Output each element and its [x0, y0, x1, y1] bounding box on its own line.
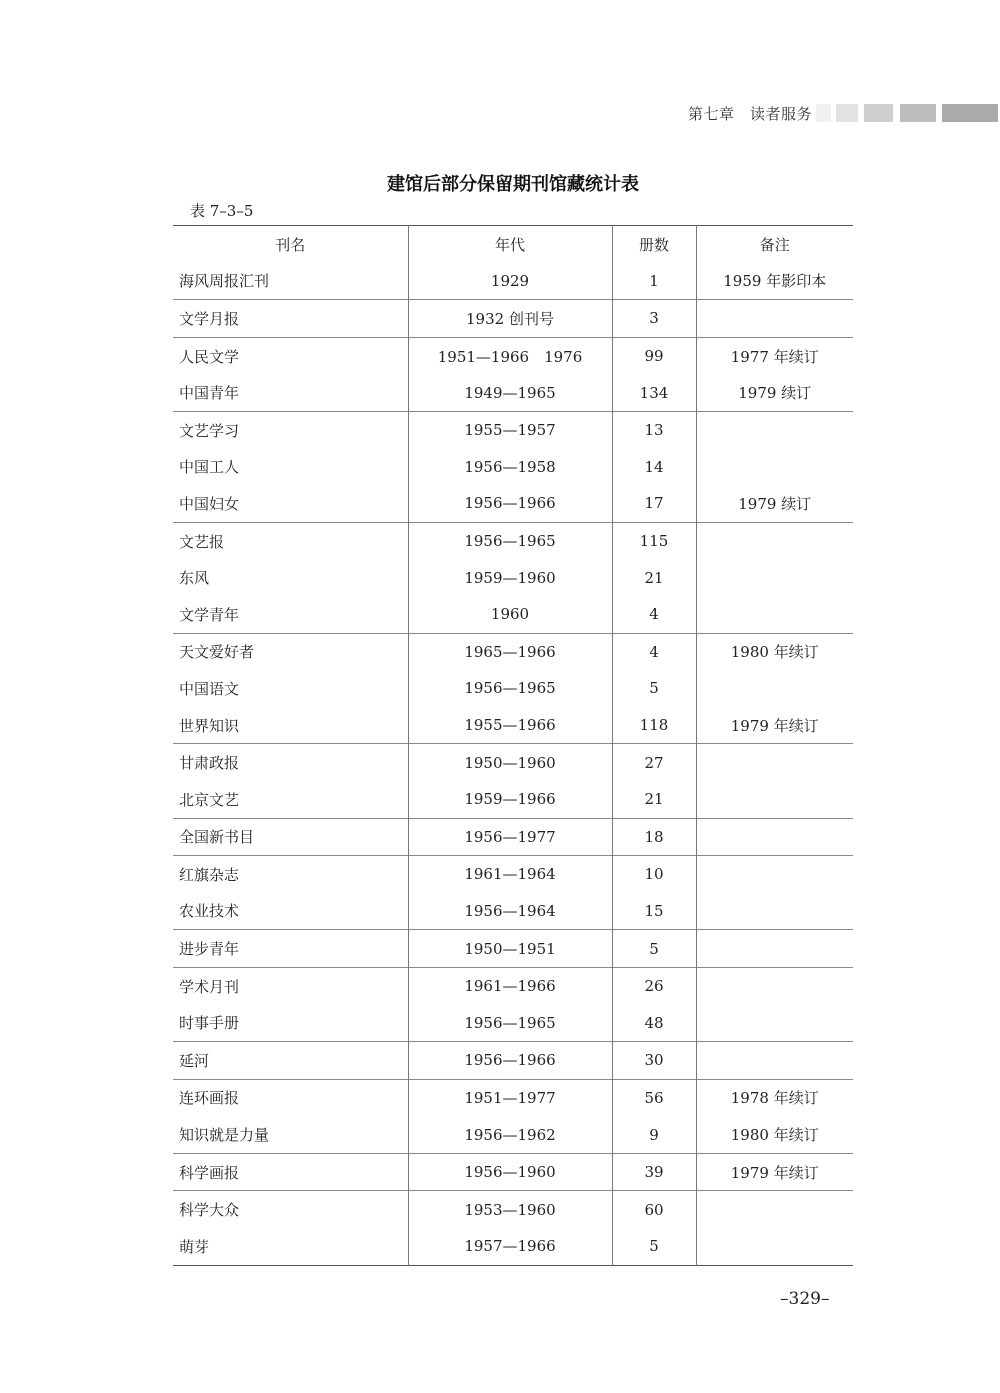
column-header-title: 刊名: [275, 235, 306, 254]
periodical-title-cell: 延河: [173, 1042, 408, 1080]
years-cell: 1960: [408, 596, 612, 633]
table-row: [173, 449, 853, 486]
note-cell: [696, 1191, 853, 1228]
periodical-title-cell: 萌芽: [179, 1237, 210, 1256]
years-cell: 1953—1960: [408, 1191, 612, 1228]
volume-count-cell: 26: [612, 967, 696, 1004]
table-row: [173, 300, 853, 338]
table-header-row: [173, 226, 853, 263]
note-cell: [696, 411, 853, 448]
years-cell: 1965—1966: [408, 633, 612, 670]
periodical-title-cell: 文艺报: [173, 522, 408, 559]
table-row: [173, 522, 853, 559]
volume-count-cell: 18: [612, 818, 696, 856]
periodical-title-cell: 中国妇女: [179, 494, 240, 513]
table-row: [173, 559, 853, 596]
volume-count-cell: 134: [612, 374, 696, 411]
years-cell: 1932 创刊号: [408, 300, 612, 338]
note-cell: [696, 522, 853, 559]
periodical-title-cell: 中国青年: [179, 384, 240, 403]
volume-count-cell: 15: [612, 893, 696, 930]
periodical-title-cell: 海风周报汇刊: [179, 272, 270, 291]
table-row: [173, 856, 853, 893]
note-cell: [696, 893, 853, 930]
periodical-title-cell: 连环画报: [173, 1079, 408, 1116]
years-cell: 1955—1957: [408, 411, 612, 448]
table-row: [173, 893, 853, 930]
note-cell: 1980 年续订: [696, 633, 853, 670]
table-number: 表 7–3–5: [190, 202, 254, 220]
note-cell: [696, 930, 853, 968]
periodical-title-cell: 中国工人: [179, 458, 240, 477]
years-cell: 1959—1960: [408, 559, 612, 596]
column-header-years: 年代: [408, 226, 612, 263]
table-row: [173, 337, 853, 374]
years-cell: 1956—1966: [408, 485, 612, 522]
header-bar: [942, 104, 998, 122]
table-row: [173, 1079, 853, 1116]
periodical-title-cell: 世界知识: [179, 716, 240, 735]
table-row: [173, 1228, 853, 1265]
note-cell: [696, 1004, 853, 1041]
table-row: [173, 1153, 853, 1191]
table-row: [173, 596, 853, 633]
periodical-title-cell: 学术月刊: [173, 967, 408, 1004]
table-row: [173, 1191, 853, 1228]
column-header-volumes: 册数: [612, 226, 696, 263]
years-cell: 1956—1965: [408, 670, 612, 707]
periodical-title-cell: 文学月报: [173, 300, 408, 338]
years-cell: 1956—1966: [408, 1042, 612, 1080]
volume-count-cell: 21: [612, 781, 696, 818]
years-cell: 1956—1965: [408, 522, 612, 559]
years-cell: 1955—1966: [408, 707, 612, 744]
column-header-notes: 备注: [696, 226, 853, 263]
periodical-title-cell: 中国语文: [179, 679, 240, 698]
header-bar: [816, 104, 831, 122]
volume-count-cell: 13: [612, 411, 696, 448]
table-row: [173, 263, 853, 300]
periodical-holdings-table: [173, 225, 853, 1266]
header-bar: [864, 104, 893, 122]
note-cell: [696, 1042, 853, 1080]
table-row: [173, 411, 853, 448]
page-number: –329–: [780, 1289, 830, 1309]
volume-count-cell: 115: [612, 522, 696, 559]
note-cell: 1980 年续订: [696, 1116, 853, 1153]
years-cell: 1961—1964: [408, 856, 612, 893]
volume-count-cell: 39: [612, 1153, 696, 1191]
volume-count-cell: 3: [612, 300, 696, 338]
table-row: [173, 633, 853, 670]
note-cell: [696, 670, 853, 707]
volume-count-cell: 27: [612, 744, 696, 781]
note-cell: [696, 967, 853, 1004]
volume-count-cell: 1: [612, 263, 696, 300]
periodical-title-cell: 农业技术: [179, 902, 240, 921]
table-row: [173, 670, 853, 707]
volume-count-cell: 5: [612, 1228, 696, 1265]
periodical-title-cell: 东风: [179, 569, 210, 588]
volume-count-cell: 30: [612, 1042, 696, 1080]
volume-count-cell: 48: [612, 1004, 696, 1041]
years-cell: 1959—1966: [408, 781, 612, 818]
note-cell: 1959 年影印本: [696, 263, 853, 300]
volume-count-cell: 9: [612, 1116, 696, 1153]
volume-count-cell: 118: [612, 707, 696, 744]
note-cell: [696, 1228, 853, 1265]
periodical-title-cell: 文艺学习: [173, 411, 408, 448]
volume-count-cell: 10: [612, 856, 696, 893]
note-cell: [696, 449, 853, 486]
years-cell: 1956—1960: [408, 1153, 612, 1191]
years-cell: 1950—1951: [408, 930, 612, 968]
note-cell: 1979 续订: [696, 374, 853, 411]
periodical-title-cell: 全国新书目: [173, 818, 408, 856]
years-cell: 1951—1966 1976: [408, 337, 612, 374]
note-cell: [696, 300, 853, 338]
note-cell: [696, 818, 853, 856]
volume-count-cell: 4: [612, 633, 696, 670]
periodical-title-cell: 文学青年: [179, 605, 240, 624]
table-row: [173, 1042, 853, 1080]
header-bar: [900, 104, 936, 122]
table-row: [173, 967, 853, 1004]
volume-count-cell: 17: [612, 485, 696, 522]
volume-count-cell: 14: [612, 449, 696, 486]
note-cell: 1979 续订: [696, 485, 853, 522]
note-cell: [696, 596, 853, 633]
header-bar: [836, 104, 858, 122]
periodical-title-cell: 科学画报: [173, 1153, 408, 1191]
table-row: [173, 1004, 853, 1041]
table-row: [173, 781, 853, 818]
years-cell: 1956—1964: [408, 893, 612, 930]
volume-count-cell: 5: [612, 670, 696, 707]
years-cell: 1957—1966: [408, 1228, 612, 1265]
note-cell: 1977 年续订: [696, 337, 853, 374]
years-cell: 1956—1977: [408, 818, 612, 856]
periodical-title-cell: 知识就是力量: [179, 1126, 270, 1145]
years-cell: 1961—1966: [408, 967, 612, 1004]
note-cell: [696, 781, 853, 818]
volume-count-cell: 56: [612, 1079, 696, 1116]
table-row: [173, 744, 853, 781]
periodical-title-cell: 红旗杂志: [173, 856, 408, 893]
table-row: [173, 485, 853, 522]
years-cell: 1956—1962: [408, 1116, 612, 1153]
note-cell: [696, 744, 853, 781]
periodical-title-cell: 天文爱好者: [173, 633, 408, 670]
years-cell: 1951—1977: [408, 1079, 612, 1116]
periodical-title-cell: 北京文艺: [179, 790, 240, 809]
volume-count-cell: 99: [612, 337, 696, 374]
chapter-header: 第七章 读者服务: [688, 105, 813, 123]
volume-count-cell: 5: [612, 930, 696, 968]
periodical-title-cell: 时事手册: [179, 1014, 240, 1033]
years-cell: 1929: [408, 263, 612, 300]
volume-count-cell: 21: [612, 559, 696, 596]
periodical-title-cell: 科学大众: [173, 1191, 408, 1228]
table-row: [173, 707, 853, 744]
table-row: [173, 930, 853, 968]
periodical-title-cell: 甘肃政报: [173, 744, 408, 781]
table-row: [173, 374, 853, 411]
volume-count-cell: 4: [612, 596, 696, 633]
table-title: 建馆后部分保留期刊馆藏统计表: [387, 174, 639, 195]
years-cell: 1949—1965: [408, 374, 612, 411]
note-cell: [696, 559, 853, 596]
note-cell: 1978 年续订: [696, 1079, 853, 1116]
years-cell: 1956—1965: [408, 1004, 612, 1041]
years-cell: 1950—1960: [408, 744, 612, 781]
years-cell: 1956—1958: [408, 449, 612, 486]
note-cell: [696, 856, 853, 893]
note-cell: 1979 年续订: [696, 707, 853, 744]
periodical-title-cell: 人民文学: [173, 337, 408, 374]
volume-count-cell: 60: [612, 1191, 696, 1228]
periodical-title-cell: 进步青年: [173, 930, 408, 968]
table-row: [173, 1116, 853, 1153]
note-cell: 1979 年续订: [696, 1153, 853, 1191]
table-row: [173, 818, 853, 856]
